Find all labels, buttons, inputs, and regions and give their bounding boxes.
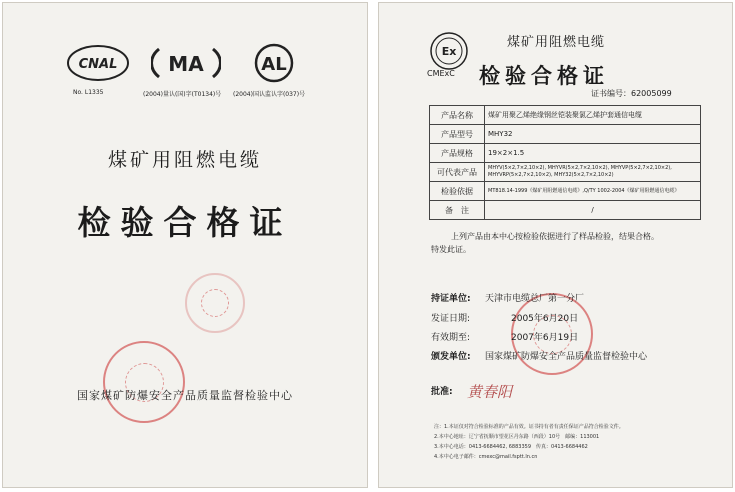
row-label: 检验依据 (430, 182, 485, 201)
row-label: 产品名称 (430, 106, 485, 125)
cal-logo-text: AL (261, 54, 287, 75)
issuing-organization: 国家煤矿防爆安全产品质量监督检验中心 (77, 389, 293, 402)
row-value: MHYV(5×2,7×2,10×2), MHYVR(5×2,7×2,10×2), MHYVP(5×2,7×2,10×2), MHYVRP(5×2,7×2,10×2), MHY32(5×2,7×2,10×2) (485, 163, 701, 182)
table-row (430, 182, 701, 201)
row-value: MT818.14-1999《煤矿用阻燃通信电缆》,Q/TY 1002-2004《煤矿用阻燃通信电缆》 (485, 182, 701, 201)
row-value: 19×2×1.5 (485, 144, 701, 163)
valid-until-label: 有效期至: (431, 333, 471, 343)
footnote: 注：1.本证仅对符合检验标准的产品有效。证书持有者有责任保证产品符合检验文件。 (434, 424, 624, 430)
ex-logo (429, 31, 469, 71)
row-label: 可代表产品 (430, 163, 485, 182)
table-row (430, 201, 701, 220)
specification-table (429, 105, 701, 220)
product-title: 煤矿用阻燃电缆 (507, 35, 606, 50)
footnote: 4.本中心电子邮件：cmexc@mail.fsptt.ln.cn (434, 454, 538, 460)
certificate-detail-page (378, 2, 733, 488)
product-title: 煤矿用阻燃电缆 (107, 149, 262, 171)
official-seal (103, 341, 185, 423)
ex-logo-caption: CMExC (427, 69, 455, 78)
certificate-number: 证书编号：62005099 (591, 89, 672, 98)
certificate-cover-page (2, 2, 368, 488)
issuer-value: 国家煤矿防爆安全产品质量监督检验中心 (485, 352, 648, 362)
cal-caption: (2004)国认监认字(037)号 (233, 91, 306, 98)
certificate-title: 检验合格证 (479, 63, 609, 88)
row-value: 煤矿用聚乙烯绝缘钢丝铠装聚氯乙烯护套通信电缆 (485, 106, 701, 125)
table-row (430, 125, 701, 144)
statement-result: 上列产品由本中心按检验依据进行了样品检验，结果合格。 (451, 232, 659, 241)
row-value: MHY32 (485, 125, 701, 144)
cma-logo (151, 43, 221, 83)
cnal-logo-text: CNAL (78, 57, 118, 72)
certificate-title: 检验合格证 (77, 203, 293, 242)
approver-signature: 黄春阳 (467, 383, 513, 401)
row-label: 产品规格 (430, 144, 485, 163)
row-label: 产品型号 (430, 125, 485, 144)
issue-date-label: 发证日期: (431, 314, 471, 324)
table-row (430, 144, 701, 163)
cma-caption: (2004)量认(国)字(T0134)号 (143, 91, 222, 98)
ex-logo-text: Ex (441, 45, 457, 58)
cma-logo-text: MA (168, 52, 204, 76)
issuer-label: 颁发单位: (431, 352, 471, 362)
valid-until-value: 2007年6月19日 (511, 333, 579, 343)
statement-issue: 特发此证。 (431, 245, 471, 254)
cnal-logo (63, 43, 133, 83)
approval-label: 批准: (431, 387, 453, 397)
holder-label: 持证单位: (431, 294, 471, 304)
row-label: 备 注 (430, 201, 485, 220)
footnote: 2.本中心地址：辽宁省抚顺市望花区丹东路（西段）10号 邮编：113001 (434, 434, 600, 440)
cnal-caption: No. L1335 (73, 89, 104, 96)
holder-value: 天津市电缆总厂第一分厂 (485, 294, 585, 304)
table-row (430, 106, 701, 125)
faded-seal (185, 273, 245, 333)
row-value: / (485, 201, 701, 220)
issue-date-value: 2005年6月20日 (511, 314, 579, 324)
cal-logo (239, 43, 309, 83)
table-row (430, 163, 701, 182)
footnote: 3.本中心电话：0413-6684462, 6883359 传真：0413-6684462 (434, 444, 588, 450)
